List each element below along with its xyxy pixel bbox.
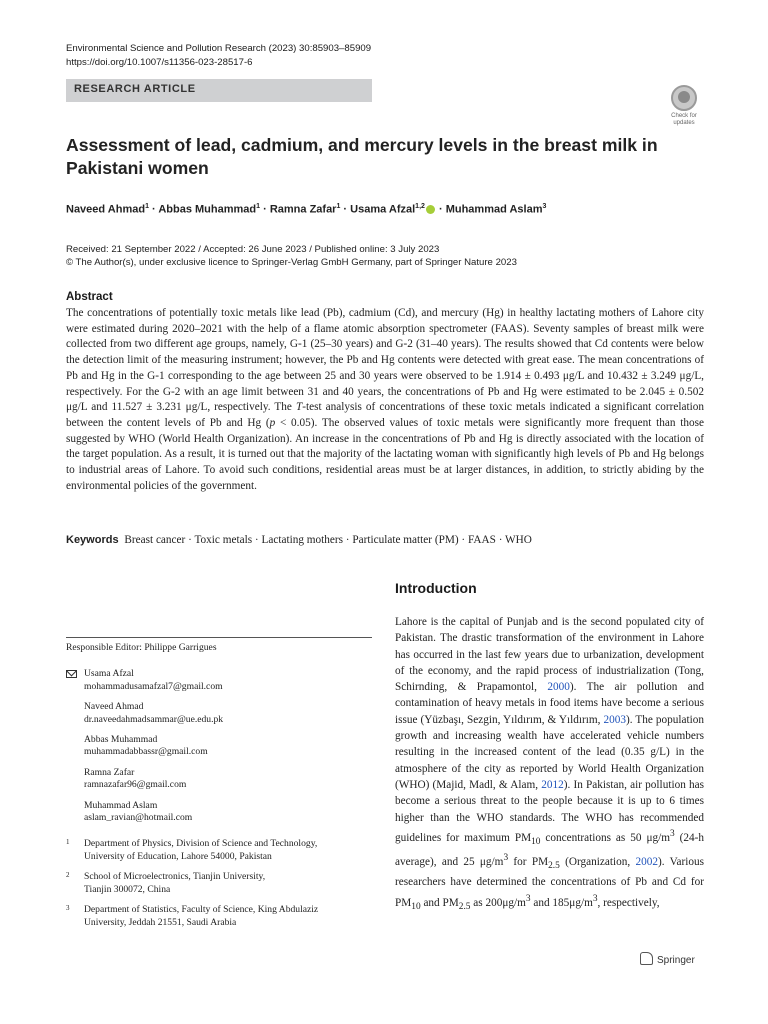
publisher-name: Springer [657,955,695,966]
contact-name: Abbas Muhammad [84,734,158,746]
intro-part: ). Various researchers have determined the concentrations of Pb and Cd for PM [395,855,704,909]
intro-part: and 185μg/m [530,896,593,909]
author-name[interactable]: Usama Afzal [350,203,416,216]
article-type-label: RESEARCH ARTICLE [74,83,196,95]
affiliation-line: University, Jeddah 21551, Saudi Arabia [84,916,237,928]
footnotes [66,642,372,937]
envelope-icon [66,670,77,678]
keywords [66,534,704,546]
publication-dates [66,243,517,269]
orcid-icon[interactable] [426,205,435,214]
publisher-logo [640,952,695,966]
affiliation-entry [66,904,372,929]
intro-part: for PM [508,855,549,868]
intro-part: ). In Pakistan, air pollution has become a serious threat to the people because it is up to 6 times higher than the WHO standards. The WHO has recommended guidelines for maximum PM [395,778,704,844]
journal-header [66,42,371,70]
check-updates-label: Check for updates [671,113,697,126]
citation-link[interactable]: 2012 [541,778,564,791]
copyright-line: © The Author(s), under exclusive licence to Springer-Verlag GmbH Germany, part of Springer Nature 2023 [66,257,517,268]
affiliation-entry [66,838,372,863]
abstract-heading: Abstract [66,291,113,303]
author-affil-sup: 3 [542,203,547,210]
abstract-text [66,306,704,494]
intro-part: and PM [420,896,459,909]
article-type-banner [66,79,372,102]
contact-entry [84,734,372,759]
article-title: Assessment of lead, cadmium, and mercury levels in the breast milk in Pakistani women [66,135,658,178]
contact-entry [84,668,372,693]
abstract-italic: p [269,416,276,429]
abstract-italic: T [295,401,303,414]
author-name[interactable]: Muhammad Aslam [445,203,543,216]
citation-link[interactable]: 2003 [603,713,626,726]
intro-part: , respectively, [597,896,660,909]
intro-part: concentrations as 50 μg/m [540,831,670,844]
superscript: 3 [592,893,598,904]
contact-name: Muhammad Aslam [84,799,158,811]
contact-name: Ramna Zafar [84,766,135,778]
keywords-list: Breast cancer · Toxic metals · Lactating mothers · Particulate matter (PM) · FAAS · WHO [124,534,532,546]
footnote-divider [66,637,372,638]
intro-part: ). The air pollution and contamination of heavy metals in food items have become a serious issue (Yüzbaşı, Sezgin, Yıldırım, & Yıldırım, [395,681,704,726]
author-list [66,203,546,216]
subscript: 10 [411,901,421,912]
affiliation-line: Department of Statistics, Faculty of Science, King Abdulaziz [84,904,319,916]
check-updates-icon [671,85,697,111]
affiliation-number: 1 [66,838,70,847]
author-affil-sup: 1 [256,203,261,210]
contact-email[interactable]: dr.naveedahmadsammar@ue.edu.pk [84,713,224,725]
contact-name: Usama Afzal [84,668,134,680]
journal-citation: Environmental Science and Pollution Research (2023) 30:85903–85909 [66,43,372,54]
author-name[interactable]: Abbas Muhammad [158,203,257,216]
author-name[interactable]: Naveed Ahmad [66,203,146,216]
author-affil-sup: 1 [145,203,149,210]
abstract-part: The concentrations of potentially toxic metals like lead (Pb), cadmium (Cd), and mercury (Hg) in healthy lactating mothers of Lahore city were estimated during 2020–2021 with the help of a flame atomic absorption spectrometer (FAAS). Seventy samples of breast milk were collected from two different age groups, namely, G-1 (25–30 years) and G-2 (31–40 years). The results showed that Cd contents were below the detection limit of the measuring instrument; however, the Pb and Hg contents were detected with great ease. The mean concentrations of Pb and Hg in the G-1 corresponding to the age between 25 and 30 years were observed to be 1.914 ± 0.493 μg/L and 10.432 ± 3.249 μg/L, respectively. For the G-2 with an age limit between 31 and 40 years, the concentrations of Pb and Hg were estimated to be 2.045 ± 0.502 μg/L and 11.527 ± 3.231 μg/L, respectively. The [66,307,704,414]
author-affil-sup: 1,2 [415,203,425,210]
affiliation-number: 2 [66,871,70,880]
introduction-text [395,614,704,915]
contact-entry [84,701,372,726]
author-name[interactable]: Ramna Zafar [269,203,337,216]
affiliation-line: Department of Physics, Division of Science and Technology, [84,838,318,850]
intro-part: (24-h average), and 25 μg/m [395,831,704,868]
contact-email[interactable]: aslam_ravian@hotmail.com [84,812,193,824]
check-for-updates-badge[interactable] [664,85,704,125]
introduction-heading: Introduction [395,580,477,596]
contact-name: Naveed Ahmad [84,701,144,713]
citation-link[interactable]: 2000 [547,681,570,694]
affiliation-line: Tianjin 300072, China [84,883,171,895]
contact-email[interactable]: mohammadusamafzal7@gmail.com [84,680,223,692]
affiliation-entry [66,871,372,896]
history-line: Received: 21 September 2022 / Accepted: 26 June 2023 / Published online: 3 July 2023 [66,244,440,255]
superscript: 3 [503,853,509,864]
citation-link[interactable]: 2002 [635,855,658,868]
contact-entry [84,767,372,792]
abstract-part: < 0.05). The observed values of toxic metals were significantly more frequent than those suggested by WHO (World Health Organization). An increase in the concentrations of Pb and Hg is directly associated with the location of the target population. As a result, it is turned out that the majority of the lactating woman with significantly high levels of Pb and Hg belongs to industrial areas of Lahore. To avoid such conditions, residential areas must be at larger distances, in addition, to strictly abiding by the environmental policies of the government. [66,416,704,492]
intro-part: (Organization, [559,855,636,868]
author-sep: · [260,203,270,216]
affiliation-number: 3 [66,904,70,913]
intro-part: ). The population growth and increasing wealth have accelerated vehicle numbers resulting in the increased content of the lead (0.35 g/L) in the atmosphere of the city as reported by World Health Organization (WHO) (Majid, Madl, & Alam, [395,713,704,791]
keywords-label: Keywords [66,534,119,546]
author-affil-sup: 1 [336,203,341,210]
responsible-editor: Responsible Editor: Philippe Garrigues [66,642,217,653]
intro-part: Lahore is the capital of Punjab and is the second populated city of Pakistan. The drastic transformation of the environment in Lahore has occurred in the last few years due to urbanization, development of the economy, and the rapid process of industrialization (Tong, Schirnding, & Prapamontol, [395,616,704,694]
superscript: 3 [669,828,675,839]
author-sep: · [148,203,159,216]
subscript: 2.5 [458,901,471,912]
contact-email[interactable]: muhammadabbassr@gmail.com [84,746,208,758]
contact-email[interactable]: ramnazafar96@gmail.com [84,779,187,791]
affiliation-line: School of Microelectronics, Tianjin University, [84,871,266,883]
springer-horse-icon [640,952,653,965]
superscript: 3 [525,893,531,904]
author-sep: · [435,203,446,216]
abstract-part: -test analysis of concentrations of these toxic metals indicated a significant correlation between the content levels of Pb and Hg ( [66,401,705,429]
affiliation-line: University of Education, Lahore 54000, Pakistan [84,850,272,862]
subscript: 10 [531,836,541,847]
author-sep: · [340,203,351,216]
contact-entry [84,800,372,825]
subscript: 2.5 [548,861,560,872]
doi-link[interactable]: https://doi.org/10.1007/s11356-023-28517-6 [66,57,253,68]
intro-part: as 200μg/m [470,896,526,909]
